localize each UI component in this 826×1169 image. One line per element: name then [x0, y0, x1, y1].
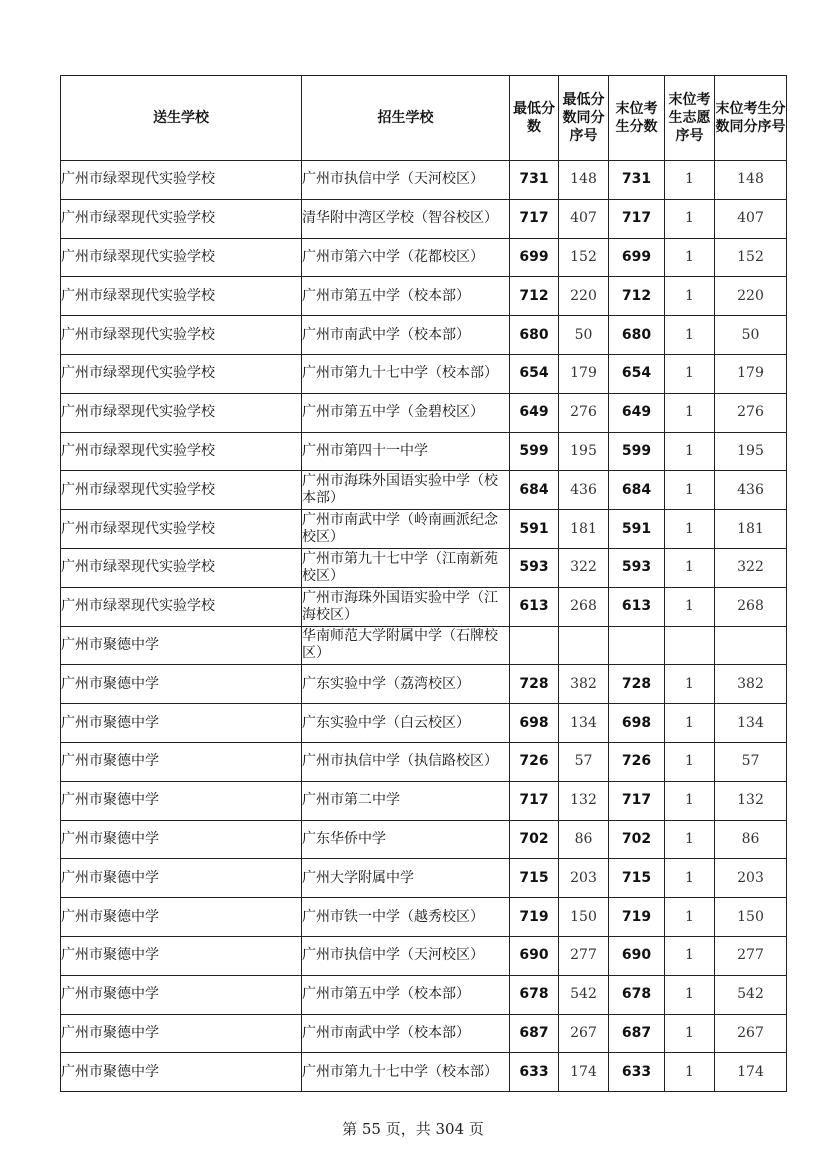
last-same-rank-cell: 203: [715, 859, 787, 898]
last-wish-cell: 1: [665, 704, 715, 743]
recv-school-cell: 广州市第四十一中学: [302, 432, 510, 471]
send-school-cell: 广州市聚德中学: [61, 1014, 302, 1053]
min-score-cell: 613: [510, 587, 559, 626]
last-score-cell: 690: [609, 936, 665, 975]
table-row: [61, 936, 787, 975]
last-same-rank-cell: 276: [715, 393, 787, 432]
min-score-cell: 715: [510, 859, 559, 898]
min-score-cell: 687: [510, 1014, 559, 1053]
last-wish-cell: 1: [665, 975, 715, 1014]
send-school-cell: 广州市绿翠现代实验学校: [61, 161, 302, 200]
table-row: [61, 199, 787, 238]
table-row: [61, 820, 787, 859]
recv-school-cell: 广州市第九十七中学（校本部）: [302, 1053, 510, 1092]
table-body: [61, 161, 787, 1092]
last-same-rank-cell: [715, 626, 787, 665]
last-score-cell: 698: [609, 704, 665, 743]
min-same-rank-cell: 86: [559, 820, 609, 859]
last-wish-cell: 1: [665, 898, 715, 937]
last-same-rank-cell: 407: [715, 199, 787, 238]
recv-school-cell: 广州市南武中学（校本部）: [302, 1014, 510, 1053]
min-same-rank-cell: 174: [559, 1053, 609, 1092]
min-score-cell: 654: [510, 354, 559, 393]
last-score-cell: 599: [609, 432, 665, 471]
min-score-cell: 719: [510, 898, 559, 937]
min-score-cell: 731: [510, 161, 559, 200]
header-recv-school: 招生学校: [302, 76, 510, 161]
last-wish-cell: 1: [665, 354, 715, 393]
last-wish-cell: 1: [665, 471, 715, 510]
last-score-cell: 591: [609, 510, 665, 549]
recv-school-cell: 广州市第五中学（校本部）: [302, 975, 510, 1014]
recv-school-cell: 广州市海珠外国语实验中学（江海校区）: [302, 587, 510, 626]
last-wish-cell: 1: [665, 316, 715, 355]
min-same-rank-cell: 148: [559, 161, 609, 200]
recv-school-cell: 广州市第五中学（校本部）: [302, 277, 510, 316]
min-score-cell: 699: [510, 238, 559, 277]
table-row: [61, 316, 787, 355]
last-wish-cell: 1: [665, 393, 715, 432]
last-same-rank-cell: 132: [715, 781, 787, 820]
last-same-rank-cell: 277: [715, 936, 787, 975]
recv-school-cell: 广州市第二中学: [302, 781, 510, 820]
send-school-cell: 广州市聚德中学: [61, 859, 302, 898]
min-score-cell: 690: [510, 936, 559, 975]
last-same-rank-cell: 268: [715, 587, 787, 626]
table-row: [61, 859, 787, 898]
send-school-cell: 广州市绿翠现代实验学校: [61, 548, 302, 587]
recv-school-cell: 广州市铁一中学（越秀校区）: [302, 898, 510, 937]
last-wish-cell: 1: [665, 859, 715, 898]
min-same-rank-cell: 322: [559, 548, 609, 587]
send-school-cell: 广州市聚德中学: [61, 626, 302, 665]
last-wish-cell: 1: [665, 548, 715, 587]
last-same-rank-cell: 57: [715, 742, 787, 781]
last-same-rank-cell: 382: [715, 665, 787, 704]
table-row: [61, 704, 787, 743]
min-same-rank-cell: 57: [559, 742, 609, 781]
min-same-rank-cell: 152: [559, 238, 609, 277]
last-score-cell: 684: [609, 471, 665, 510]
recv-school-cell: 广州市执信中学（执信路校区）: [302, 742, 510, 781]
header-min-same-rank: 最低分数同分序号: [559, 76, 609, 161]
last-wish-cell: 1: [665, 820, 715, 859]
min-score-cell: 593: [510, 548, 559, 587]
min-score-cell: 591: [510, 510, 559, 549]
send-school-cell: 广州市绿翠现代实验学校: [61, 277, 302, 316]
table-row: [61, 471, 787, 510]
last-score-cell: 728: [609, 665, 665, 704]
min-same-rank-cell: 179: [559, 354, 609, 393]
min-score-cell: 633: [510, 1053, 559, 1092]
table-row: [61, 587, 787, 626]
min-score-cell: 712: [510, 277, 559, 316]
send-school-cell: 广州市绿翠现代实验学校: [61, 354, 302, 393]
recv-school-cell: 广州市第五中学（金碧校区）: [302, 393, 510, 432]
recv-school-cell: 广州市南武中学（校本部）: [302, 316, 510, 355]
last-score-cell: 613: [609, 587, 665, 626]
min-score-cell: 678: [510, 975, 559, 1014]
last-score-cell: 702: [609, 820, 665, 859]
send-school-cell: 广州市绿翠现代实验学校: [61, 510, 302, 549]
last-score-cell: 726: [609, 742, 665, 781]
last-same-rank-cell: 152: [715, 238, 787, 277]
last-wish-cell: 1: [665, 510, 715, 549]
header-last-same-rank: 末位考生分数同分序号: [715, 76, 787, 161]
header-last-wish: 末位考生志愿序号: [665, 76, 715, 161]
page-footer: 第 55 页，共 304 页: [342, 1120, 484, 1138]
last-wish-cell: 1: [665, 1014, 715, 1053]
send-school-cell: 广州市绿翠现代实验学校: [61, 393, 302, 432]
min-same-rank-cell: 542: [559, 975, 609, 1014]
send-school-cell: 广州市聚德中学: [61, 1053, 302, 1092]
recv-school-cell: 广州大学附属中学: [302, 859, 510, 898]
send-school-cell: 广州市绿翠现代实验学校: [61, 199, 302, 238]
last-same-rank-cell: 50: [715, 316, 787, 355]
min-score-cell: [510, 626, 559, 665]
send-school-cell: 广州市绿翠现代实验学校: [61, 316, 302, 355]
table-row: [61, 548, 787, 587]
table-row: [61, 781, 787, 820]
min-same-rank-cell: 268: [559, 587, 609, 626]
min-same-rank-cell: 203: [559, 859, 609, 898]
last-wish-cell: [665, 626, 715, 665]
send-school-cell: 广州市聚德中学: [61, 936, 302, 975]
last-score-cell: 712: [609, 277, 665, 316]
min-same-rank-cell: 181: [559, 510, 609, 549]
last-same-rank-cell: 179: [715, 354, 787, 393]
last-wish-cell: 1: [665, 781, 715, 820]
recv-school-cell: 华南师范大学附属中学（石牌校区）: [302, 626, 510, 665]
last-same-rank-cell: 195: [715, 432, 787, 471]
last-same-rank-cell: 220: [715, 277, 787, 316]
min-same-rank-cell: 382: [559, 665, 609, 704]
last-score-cell: 680: [609, 316, 665, 355]
table-row: [61, 975, 787, 1014]
table-row: [61, 510, 787, 549]
send-school-cell: 广州市聚德中学: [61, 665, 302, 704]
send-school-cell: 广州市绿翠现代实验学校: [61, 471, 302, 510]
last-score-cell: 715: [609, 859, 665, 898]
table-row: [61, 238, 787, 277]
send-school-cell: 广州市聚德中学: [61, 975, 302, 1014]
last-wish-cell: 1: [665, 238, 715, 277]
last-same-rank-cell: 150: [715, 898, 787, 937]
recv-school-cell: 广州市海珠外国语实验中学（校本部）: [302, 471, 510, 510]
header-send-school: 送生学校: [61, 76, 302, 161]
min-same-rank-cell: 50: [559, 316, 609, 355]
table-row: [61, 626, 787, 665]
last-wish-cell: 1: [665, 587, 715, 626]
last-same-rank-cell: 148: [715, 161, 787, 200]
send-school-cell: 广州市绿翠现代实验学校: [61, 587, 302, 626]
last-wish-cell: 1: [665, 199, 715, 238]
min-same-rank-cell: 220: [559, 277, 609, 316]
last-same-rank-cell: 134: [715, 704, 787, 743]
table-row: [61, 432, 787, 471]
table-row: [61, 898, 787, 937]
last-score-cell: 717: [609, 781, 665, 820]
recv-school-cell: 广州市南武中学（岭南画派纪念校区）: [302, 510, 510, 549]
last-same-rank-cell: 174: [715, 1053, 787, 1092]
min-score-cell: 728: [510, 665, 559, 704]
min-same-rank-cell: 150: [559, 898, 609, 937]
table-row: [61, 393, 787, 432]
min-same-rank-cell: [559, 626, 609, 665]
min-score-cell: 698: [510, 704, 559, 743]
recv-school-cell: 广州市执信中学（天河校区）: [302, 936, 510, 975]
last-wish-cell: 1: [665, 936, 715, 975]
min-score-cell: 684: [510, 471, 559, 510]
recv-school-cell: 广东实验中学（荔湾校区）: [302, 665, 510, 704]
recv-school-cell: 广东华侨中学: [302, 820, 510, 859]
last-same-rank-cell: 181: [715, 510, 787, 549]
last-score-cell: 699: [609, 238, 665, 277]
send-school-cell: 广州市聚德中学: [61, 820, 302, 859]
table-row: [61, 742, 787, 781]
table-row: [61, 161, 787, 200]
send-school-cell: 广州市绿翠现代实验学校: [61, 238, 302, 277]
min-same-rank-cell: 276: [559, 393, 609, 432]
send-school-cell: 广州市聚德中学: [61, 742, 302, 781]
last-score-cell: 654: [609, 354, 665, 393]
send-school-cell: 广州市聚德中学: [61, 898, 302, 937]
last-wish-cell: 1: [665, 742, 715, 781]
recv-school-cell: 广东实验中学（白云校区）: [302, 704, 510, 743]
recv-school-cell: 广州市第六中学（花都校区）: [302, 238, 510, 277]
last-score-cell: 633: [609, 1053, 665, 1092]
table-row: [61, 277, 787, 316]
min-score-cell: 680: [510, 316, 559, 355]
last-score-cell: [609, 626, 665, 665]
send-school-cell: 广州市聚德中学: [61, 781, 302, 820]
last-score-cell: 731: [609, 161, 665, 200]
last-same-rank-cell: 542: [715, 975, 787, 1014]
min-same-rank-cell: 195: [559, 432, 609, 471]
last-score-cell: 687: [609, 1014, 665, 1053]
last-wish-cell: 1: [665, 1053, 715, 1092]
admission-score-table: [60, 75, 787, 1092]
header-row: [61, 76, 787, 161]
min-same-rank-cell: 407: [559, 199, 609, 238]
recv-school-cell: 广州市执信中学（天河校区）: [302, 161, 510, 200]
min-score-cell: 599: [510, 432, 559, 471]
last-wish-cell: 1: [665, 277, 715, 316]
header-last-score: 末位考生分数: [609, 76, 665, 161]
last-score-cell: 717: [609, 199, 665, 238]
min-same-rank-cell: 267: [559, 1014, 609, 1053]
last-same-rank-cell: 267: [715, 1014, 787, 1053]
last-same-rank-cell: 322: [715, 548, 787, 587]
header-min-score: 最低分数: [510, 76, 559, 161]
last-score-cell: 649: [609, 393, 665, 432]
min-score-cell: 649: [510, 393, 559, 432]
last-wish-cell: 1: [665, 432, 715, 471]
last-same-rank-cell: 86: [715, 820, 787, 859]
table-row: [61, 665, 787, 704]
min-score-cell: 702: [510, 820, 559, 859]
last-score-cell: 593: [609, 548, 665, 587]
table-row: [61, 354, 787, 393]
send-school-cell: 广州市绿翠现代实验学校: [61, 432, 302, 471]
table-row: [61, 1053, 787, 1092]
min-score-cell: 717: [510, 199, 559, 238]
min-same-rank-cell: 277: [559, 936, 609, 975]
min-same-rank-cell: 134: [559, 704, 609, 743]
recv-school-cell: 广州市第九十七中学（校本部）: [302, 354, 510, 393]
last-wish-cell: 1: [665, 161, 715, 200]
last-score-cell: 678: [609, 975, 665, 1014]
last-same-rank-cell: 436: [715, 471, 787, 510]
min-same-rank-cell: 132: [559, 781, 609, 820]
min-score-cell: 717: [510, 781, 559, 820]
last-wish-cell: 1: [665, 665, 715, 704]
table-row: [61, 1014, 787, 1053]
min-score-cell: 726: [510, 742, 559, 781]
recv-school-cell: 清华附中湾区学校（智谷校区）: [302, 199, 510, 238]
last-score-cell: 719: [609, 898, 665, 937]
send-school-cell: 广州市聚德中学: [61, 704, 302, 743]
min-same-rank-cell: 436: [559, 471, 609, 510]
recv-school-cell: 广州市第九十七中学（江南新苑校区）: [302, 548, 510, 587]
